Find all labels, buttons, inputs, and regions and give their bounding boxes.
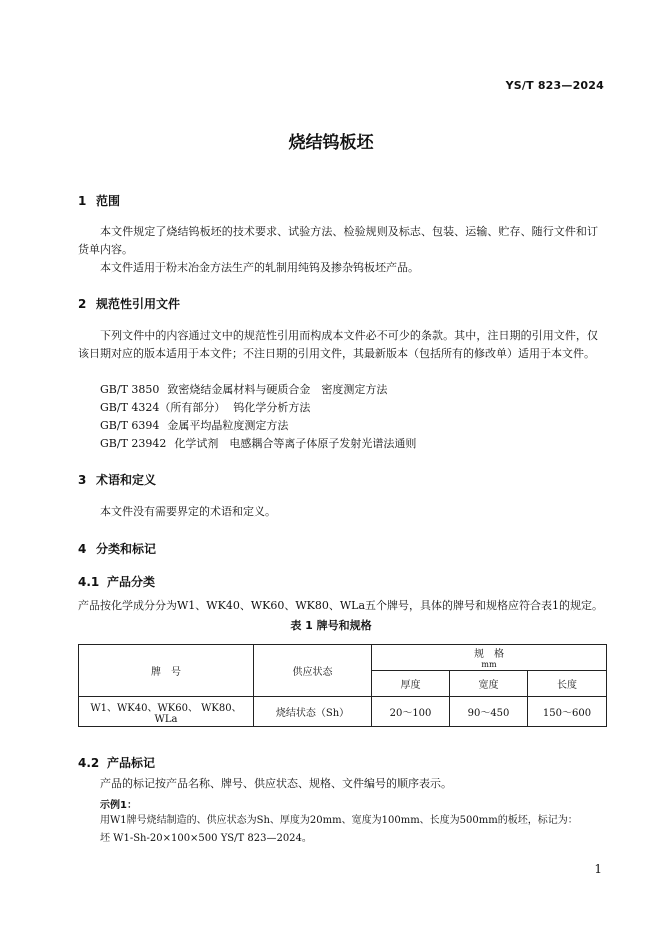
section-1-heading bbox=[78, 192, 120, 209]
section-1-number: 1 bbox=[78, 194, 87, 208]
section-4-1-heading bbox=[78, 573, 155, 590]
section-4-2-number: 4.2 bbox=[78, 756, 100, 770]
example-line-2: 坯 W1-Sh-20×100×500 YS/T 823—2024。 bbox=[100, 833, 312, 844]
table-header-row bbox=[79, 645, 607, 671]
section-4-2-heading bbox=[78, 754, 155, 771]
example-label: 示例1： bbox=[100, 800, 137, 811]
reference-code: GB/T 23942 bbox=[100, 437, 167, 450]
cell-width: 90～450 bbox=[450, 697, 528, 727]
grade-spec-table bbox=[78, 644, 607, 727]
section-4-heading bbox=[78, 540, 156, 557]
reference-item bbox=[100, 399, 310, 417]
section-4-1-paragraph: 产品按化学成分分为W1、WK40、WK60、WK80、WLa五个牌号，具体的牌号和规格应符合表1的规定。 bbox=[78, 599, 604, 612]
section-2-title: 规范性引用文件 bbox=[96, 297, 181, 311]
reference-code: GB/T 4324（所有部分） bbox=[100, 401, 226, 414]
example-line-1: 用W1牌号烧结制造的、供应状态为Sh、厚度为20mm、宽度为100mm、长度为500mm的板坯，标记为： bbox=[100, 815, 578, 826]
section-1-paragraph-1: 本文件规定了烧结钨板坯的技术要求、试验方法、检验规则及标志、包装、运输、贮存、随行文件和订货单内容。 bbox=[78, 225, 598, 256]
section-4-2-title: 产品标记 bbox=[107, 756, 156, 770]
reference-code: GB/T 6394 bbox=[100, 419, 160, 432]
section-2-paragraph-1: 下列文件中的内容通过文中的规范性引用而构成本文件必不可少的条款。其中，注日期的引用文件，仅该日期对应的版本适用于本文件；不注日期的引用文件，其最新版本（包括所有的修改单）适用于本文件。 bbox=[78, 329, 598, 360]
header-grade: 牌 号 bbox=[79, 645, 254, 697]
header-supply-state: 供应状态 bbox=[254, 645, 372, 697]
cell-thickness: 20～100 bbox=[372, 697, 450, 727]
document-title: 烧结钨板坯 bbox=[288, 133, 374, 153]
reference-item bbox=[100, 417, 288, 435]
section-2-number: 2 bbox=[78, 297, 87, 311]
reference-code: GB/T 3850 bbox=[100, 383, 160, 396]
section-3-paragraph-1: 本文件没有需要界定的术语和定义。 bbox=[100, 505, 276, 518]
section-4-1-title: 产品分类 bbox=[107, 575, 156, 589]
reference-item bbox=[100, 381, 387, 399]
table-1-title: 表 1 牌号和规格 bbox=[290, 619, 372, 632]
header-spec-label: 规 格 bbox=[474, 649, 504, 660]
header-length: 长度 bbox=[528, 671, 607, 697]
cell-grade: W1、WK40、WK60、 WK80、 WLa bbox=[79, 697, 254, 727]
standard-code: YS/T 823—2024 bbox=[505, 79, 604, 92]
cell-supply-state: 烧结状态（Sh） bbox=[254, 697, 372, 727]
section-4-title: 分类和标记 bbox=[96, 542, 157, 556]
reference-item bbox=[100, 435, 416, 453]
section-3-heading bbox=[78, 471, 156, 488]
section-1-paragraph-2: 本文件适用于粉末冶金方法生产的轧制用纯钨及掺杂钨板坯产品。 bbox=[100, 261, 419, 274]
reference-name: 致密烧结金属材料与硬质合金 密度测定方法 bbox=[167, 383, 388, 396]
page-number: 1 bbox=[594, 862, 602, 876]
section-2-heading bbox=[78, 295, 180, 312]
section-3-number: 3 bbox=[78, 473, 87, 487]
header-spec-unit: mm bbox=[481, 660, 497, 669]
section-1-title: 范围 bbox=[96, 194, 121, 208]
reference-name: 钨化学分析方法 bbox=[233, 401, 311, 414]
section-4-number: 4 bbox=[78, 542, 87, 556]
section-4-1-number: 4.1 bbox=[78, 575, 100, 589]
header-thickness: 厚度 bbox=[372, 671, 450, 697]
header-width: 宽度 bbox=[450, 671, 528, 697]
reference-name: 金属平均晶粒度测定方法 bbox=[167, 419, 289, 432]
section-4-2-paragraph: 产品的标记按产品名称、牌号、供应状态、规格、文件编号的顺序表示。 bbox=[100, 777, 452, 790]
section-3-title: 术语和定义 bbox=[96, 473, 157, 487]
reference-name: 化学试剂 电感耦合等离子体原子发射光谱法通则 bbox=[174, 437, 417, 450]
header-spec bbox=[372, 645, 607, 671]
table-row bbox=[79, 697, 607, 727]
cell-length: 150～600 bbox=[528, 697, 607, 727]
